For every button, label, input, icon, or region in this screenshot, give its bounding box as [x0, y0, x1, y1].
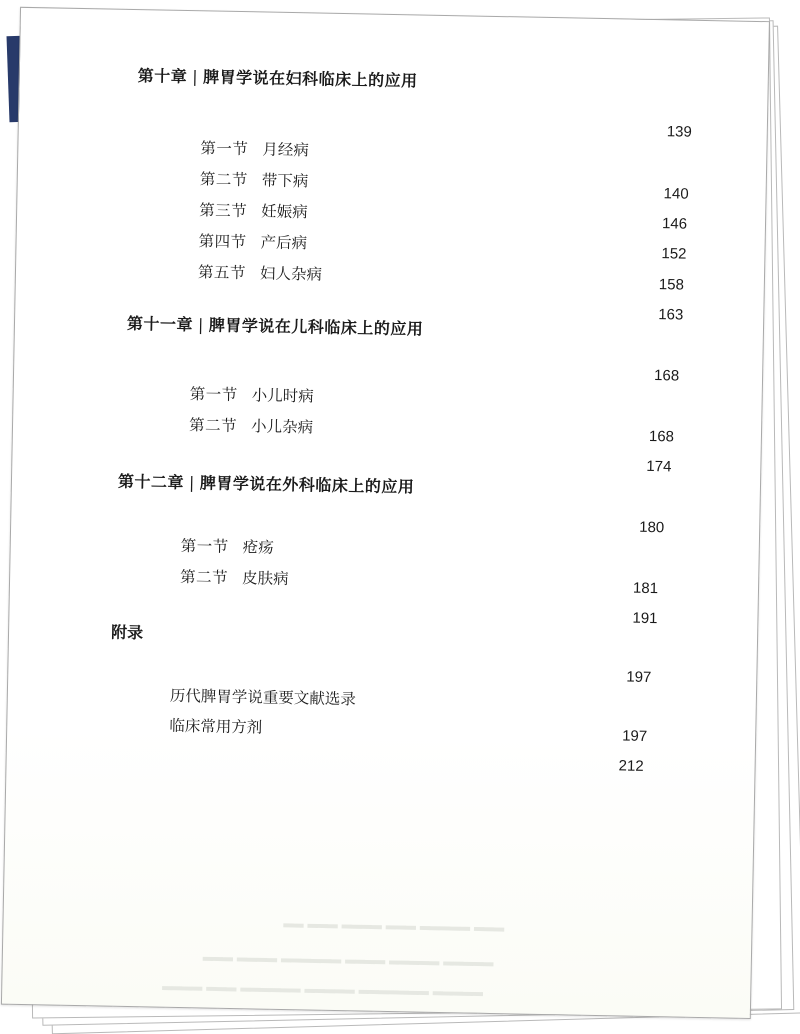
chapter-number: 第十一章 — [126, 313, 194, 335]
chapter-page-number: 180 — [639, 518, 665, 537]
chapter-separator: | — [197, 315, 205, 335]
section-page-number: 174 — [646, 457, 672, 476]
chapter-heading — [117, 471, 415, 497]
toc-section-entry — [180, 536, 274, 557]
chapter-page-number: 168 — [653, 367, 680, 385]
section-number: 第五节 — [197, 263, 247, 283]
section-title: 妊娠病 — [261, 202, 308, 222]
section-title: 妇人杂病 — [259, 264, 323, 284]
toc-section-entry — [199, 203, 308, 221]
section-page-number: 146 — [661, 215, 688, 233]
section-number: 第四节 — [198, 232, 247, 252]
section-page-number: 181 — [632, 579, 659, 598]
section-title: 疮疡 — [242, 538, 274, 557]
section-number: 第二节 — [179, 567, 229, 587]
appendix-item-page-number: 197 — [622, 727, 648, 745]
appendix-heading: 附录 — [110, 622, 144, 643]
bleed-through-text: ▂▂ ▂▂▂ ▂▂▂▂ ▂▂▂ ▂▂▂▂▂ ▂▂▂ — [283, 913, 505, 933]
appendix-item-title: 历代脾胃学说重要文献选录 — [169, 686, 357, 709]
section-number: 第一节 — [189, 385, 238, 405]
section-page-number: 163 — [658, 306, 684, 324]
toc-section-entry — [200, 141, 309, 159]
chapter-title: 脾胃学说在外科临床上的应用 — [199, 473, 415, 497]
toc-section-entry — [198, 234, 307, 252]
section-number: 第三节 — [199, 201, 248, 221]
section-number: 第二节 — [188, 416, 238, 436]
bleed-through-text: ▂▂▂▂ ▂▂▂ ▂▂▂▂▂▂ ▂▂▂▂▂ ▂▂▂▂▂▂▂ ▂▂▂▂▂ — [162, 975, 484, 997]
section-title: 带下病 — [261, 171, 309, 191]
section-title: 小儿杂病 — [250, 417, 314, 437]
chapter-heading — [138, 68, 418, 89]
toc-section-entry — [189, 418, 313, 436]
section-number: 第一节 — [200, 139, 249, 159]
appendix-page-number: 197 — [626, 668, 652, 687]
chapter-number: 第十章 — [137, 66, 188, 87]
chapter-number: 第十二章 — [117, 471, 185, 493]
chapter-page-number: 139 — [666, 123, 692, 141]
section-page-number: 158 — [658, 276, 685, 294]
appendix-item-page-number: 212 — [618, 757, 644, 775]
chapter-heading — [126, 313, 424, 339]
toc-section-entry — [200, 172, 309, 190]
chapter-separator: | — [188, 473, 196, 493]
section-title: 月经病 — [262, 140, 310, 160]
chapter-separator: | — [192, 67, 199, 87]
section-title: 产后病 — [260, 233, 308, 253]
section-title: 小儿时病 — [251, 386, 314, 406]
section-page-number: 191 — [632, 609, 658, 628]
section-number: 第二节 — [199, 170, 248, 190]
section-page-number: 168 — [648, 427, 675, 446]
chapter-title: 脾胃学说在儿科临床上的应用 — [208, 315, 424, 339]
appendix-item-title: 临床常用方剂 — [169, 716, 263, 737]
toc-section-entry — [190, 387, 314, 405]
section-page-number: 152 — [661, 245, 687, 263]
section-page-number: 140 — [663, 185, 689, 203]
toc-section-entry — [198, 265, 322, 283]
chapter-title: 脾胃学说在妇科临床上的应用 — [202, 67, 418, 91]
section-title: 皮肤病 — [241, 569, 289, 589]
toc-section-entry — [179, 567, 289, 589]
bleed-through-text: ▂▂▂ ▂▂▂▂ ▂▂▂▂▂▂ ▂▂▂▂ ▂▂▂▂▂ ▂▂▂▂▂ — [202, 946, 494, 968]
toc-page — [1, 7, 770, 1019]
section-number: 第一节 — [180, 536, 229, 556]
